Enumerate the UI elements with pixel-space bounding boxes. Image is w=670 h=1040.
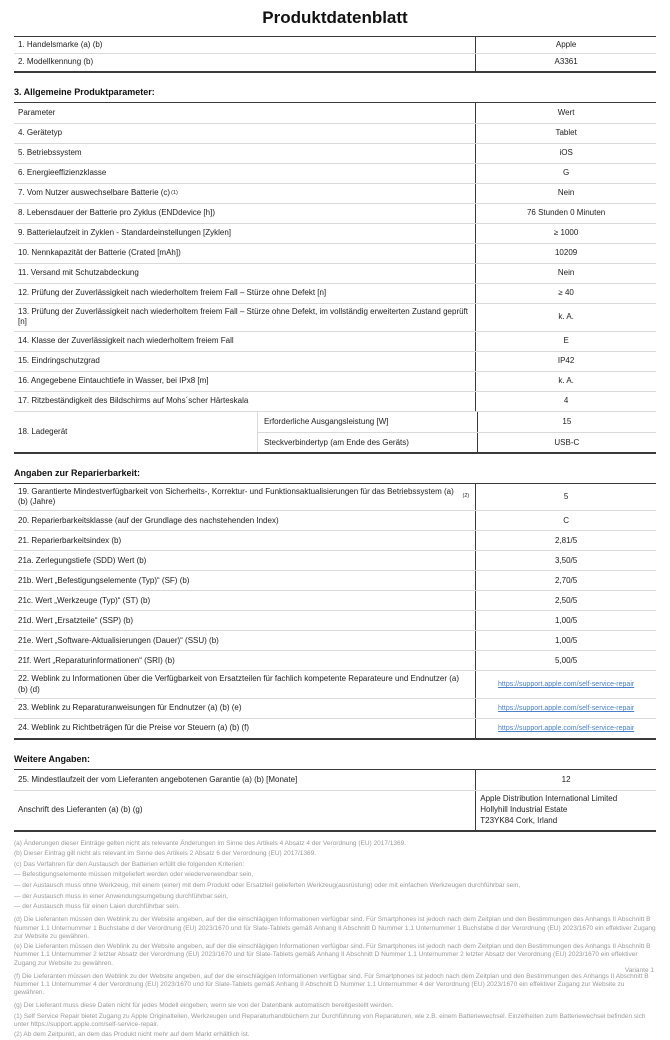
- table-row: [14, 630, 656, 650]
- table-row: [14, 183, 656, 203]
- supplier-address: [476, 791, 656, 829]
- footnote: — der Austausch muss in einer Anwendungsumgebung durchführbar sein,: [14, 892, 228, 900]
- row-value: Tablet: [555, 128, 577, 138]
- row-value: [476, 719, 656, 738]
- charger-subtable: [258, 412, 656, 452]
- footnote: (2) Ab dem Zeitpunkt, an dem das Produkt nicht mehr auf dem Markt erhältlich ist.: [14, 1031, 250, 1039]
- row-label: 23. Weblink zu Reparaturanweisungen für Endnutzer (a) (b) (e): [14, 699, 476, 718]
- row-label: 6. Energieeffizienzklasse: [14, 164, 476, 183]
- row-label: 21b. Wert „Befestigungselemente (Typ)“ (SF) (b): [14, 571, 476, 590]
- row-label: 11. Versand mit Schutzabdeckung: [14, 264, 476, 283]
- row-label: 16. Angegebene Eintauchtiefe in Wasser, bei IPx8 [m]: [14, 372, 476, 391]
- row-label: 1. Handelsmarke (a) (b): [14, 37, 476, 53]
- row-value: 10209: [554, 248, 578, 258]
- row-label: [14, 484, 476, 511]
- row-value: G: [563, 168, 570, 178]
- row-value: 5,00/5: [554, 655, 578, 665]
- charger-subrow-label: Steckverbindertyp (am Ende des Geräts): [258, 433, 478, 452]
- weblink-spare-parts[interactable]: https://support.apple.com/self-service-repair: [498, 681, 635, 689]
- row-label-text: 7. Vom Nutzer auswechselbare Batterie (c): [18, 188, 171, 198]
- section-heading-repairability: Angaben zur Reparierbarkeit:: [14, 467, 141, 478]
- table-row: [14, 303, 656, 331]
- footnote: (c) Das Verfahren für den Austausch der Batterien erfüllt die folgenden Kriterien:: [14, 860, 245, 868]
- table-row: [14, 143, 656, 163]
- charger-subrow-label: Erforderliche Ausgangsleistung [W]: [258, 412, 478, 432]
- row-value: iOS: [559, 148, 573, 158]
- table-row: [14, 203, 656, 223]
- row-label: 2. Modellkennung (b): [14, 54, 476, 70]
- table-row: [14, 570, 656, 590]
- row-label: 22. Weblink zu Informationen über die Verfügbarkeit von Ersatzteilen für fachlich kompetente Reparateure und Endnutzer (a) (b) (d): [14, 671, 476, 698]
- row-value: 1,00/5: [554, 615, 578, 625]
- page-title: Produktdatenblatt: [262, 8, 408, 27]
- footnote: (1) Self Service Repair bietet Zugang zu Apple Originalteilen, Werkzeugen und Reparaturhandbüchern zur Durchführung von Reparaturen, wie z.B. einem Batteriewechsel. Einzelheiten zum Batteriewechsel befinden sich unter https://support.apple.com/self-service-repair.: [14, 1012, 646, 1028]
- footnote: (d) Die Lieferanten müssen den Weblink zu der Website angeben, auf der die einschlägigen Informationen verfügbar sind. Für Smartphones ist jedoch nach dem Zeitplan und den Bestimmungen des Anhangs II Abschnitt B Nummer 1.1 Unternummer 1 Buchstabe d der Verordnung (EU) 2023/1670 und für Slate-Tablets gemäß Anhang II Abschnitt D Nummer 1.1 Unternummer 1 Buchstabe d der Verordnung (EU) 2023/1670 ein effektiver Zugang zur Website zu gewähren.: [14, 916, 656, 940]
- table-row: [14, 770, 656, 790]
- footnote-ref: (2): [462, 493, 470, 500]
- row-label-text: 19. Garantierte Mindestverfügbarkeit von Sicherheits-, Korrektur- und Funktionsaktualisierungen für das Betriebssystem (a) (b) (Jahre): [18, 486, 454, 506]
- row-value: E: [563, 335, 569, 345]
- supplier-address-line: Apple Distribution International Limited: [480, 794, 618, 804]
- variant-label: Variante 1: [624, 967, 654, 974]
- table-row: [14, 123, 656, 143]
- row-label: 10. Nennkapazität der Batterie (Crated [mAh]): [14, 244, 476, 263]
- section-heading-more: Weitere Angaben:: [14, 754, 91, 765]
- row-label: 21a. Zerlegungstiefe (SDD) Wert (b): [14, 551, 476, 570]
- row-value: C: [563, 515, 569, 525]
- weblink-price-guides[interactable]: https://support.apple.com/self-service-repair: [498, 725, 635, 733]
- footnote: (f) Die Lieferanten müssen den Weblink zu der Website angeben, auf der die einschlägigen Informationen verfügbar sind. Für Smartphones ist jedoch nach dem Zeitplan und den Bestimmungen des Anhangs II Abschnitt B Nummer 1.1 Unternummer 4 der Verordnung (EU) 2023/1670 und für Slate-Tablets gemäß Anhang II Abschnitt D Nummer 1.1 Unternummer 4 der Verordnung (EU) 2023/1670 ein effektiver Zugang zur Website zu gewähren.: [14, 972, 649, 996]
- row-label: 5. Betriebssystem: [14, 144, 476, 163]
- table-header-row: [14, 103, 656, 123]
- table-row: [258, 432, 656, 452]
- supplier-address-line: Hollyhill Industrial Estate: [480, 804, 568, 814]
- identity-table: [14, 36, 656, 73]
- row-value: [476, 699, 656, 718]
- row-value: k. A.: [558, 375, 574, 385]
- footnote-ref: (1): [171, 189, 178, 196]
- weblink-repair-instructions[interactable]: https://support.apple.com/self-service-repair: [498, 705, 635, 713]
- table-row: [14, 263, 656, 283]
- footnote: — der Austausch muss ohne Werkzeug, mit einem (einer) mit dem Produkt oder Ersatzteil gelieferten Werkzeug(ausrüstung) oder mit einfachen Werkzeugen durchführbar sein,: [14, 882, 521, 890]
- row-value: USB-C: [554, 437, 580, 447]
- row-label: 21c. Wert „Werkzeuge (Typ)“ (ST) (b): [14, 591, 476, 610]
- charger-row: [14, 411, 656, 452]
- row-label: 8. Lebensdauer der Batterie pro Zyklus (ENDdevice [h]): [14, 204, 476, 223]
- table-row: [258, 412, 656, 432]
- row-label: [14, 184, 476, 203]
- table-row: [14, 530, 656, 550]
- row-value: IP42: [557, 355, 575, 365]
- row-label: 9. Batterielaufzeit in Zyklen - Standardeinstellungen [Zyklen]: [14, 224, 476, 243]
- table-row: [14, 53, 656, 70]
- row-value: [476, 671, 656, 698]
- supplier-address-line: T23YK84 Cork, Irland: [480, 815, 558, 825]
- row-value: 1,00/5: [554, 635, 578, 645]
- table-row: [14, 283, 656, 303]
- footnote: (b) Dieser Eintrag gilt nicht als relevant im Sinne des Artikels 2 Absatz 6 der Verordnung (EU) 2017/1369.: [14, 850, 317, 858]
- row-value: 4: [563, 395, 569, 405]
- table-row: [14, 223, 656, 243]
- table-row: [14, 351, 656, 371]
- footnote: (g) Der Lieferant muss diese Daten nicht für jedes Modell eingeben, wenn sie von der Datenbank automatisch bereitgestellt werden.: [14, 1002, 394, 1010]
- row-value: 2,81/5: [554, 535, 578, 545]
- row-value: 2,70/5: [554, 575, 578, 585]
- row-label: 21d. Wert „Ersatzteile“ (SSP) (b): [14, 611, 476, 630]
- section-heading-general: 3. Allgemeine Produktparameter:: [14, 86, 155, 97]
- row-value: 76 Stunden 0 Minuten: [526, 208, 606, 218]
- row-value: 15: [562, 417, 572, 427]
- row-label: 14. Klasse der Zuverlässigkeit nach wiederholtem freiem Fall: [14, 332, 476, 351]
- row-label: 24. Weblink zu Richtbeträgen für die Preise vor Steuern (a) (b) (f): [14, 719, 476, 738]
- row-label: Anschrift des Lieferanten (a) (b) (g): [14, 791, 476, 829]
- row-label: 13. Prüfung der Zuverlässigkeit nach wiederholtem freiem Fall – Stürze ohne Defekt, im vollständig erweiterten Zustand geprüft [n]: [14, 304, 476, 331]
- footnote: (e) Die Lieferanten müssen den Weblink zu der Website angeben, auf der die einschlägigen Informationen verfügbar sind. Für Smartphones ist jedoch nach dem Zeitplan und den Bestimmungen des Anhangs II Abschnitt B Nummer 1.1 Unternummer 2 letzter Absatz der Verordnung (EU) 2023/1670 und für Slate-Tablets gemäß Anhang II Abschnitt D Nummer 1.1 Unternummer 2 letzter Absatz der Verordnung (EU) 2023/1670 ein effektiver Zugang zur Website zu gewähren.: [14, 943, 651, 967]
- footnote: — Befestigungselemente müssen mitgeliefert werden oder wiederverwendbar sein,: [14, 871, 254, 879]
- more-info-table: [14, 769, 656, 831]
- table-row: [14, 331, 656, 351]
- row-label: 21f. Wert „Reparaturinformationen“ (SRI) (b): [14, 651, 476, 670]
- table-row: [14, 590, 656, 610]
- column-header-wert: Wert: [557, 107, 575, 117]
- table-row: [14, 163, 656, 183]
- table-row: [14, 670, 656, 698]
- row-label: 12. Prüfung der Zuverlässigkeit nach wiederholtem freiem Fall – Stürze ohne Defekt [n]: [14, 284, 476, 303]
- row-value: 3,50/5: [554, 555, 578, 565]
- row-value: 2,50/5: [554, 595, 578, 605]
- row-value: A3361: [554, 57, 578, 67]
- row-label: 18. Ladegerät: [14, 412, 258, 452]
- row-label: 17. Ritzbeständigkeit des Bildschirms auf Mohs´scher Härteskala: [14, 392, 476, 411]
- row-value: Apple: [555, 40, 577, 49]
- table-row: [14, 391, 656, 411]
- supplier-address-row: [14, 790, 656, 829]
- row-value: 12: [561, 774, 571, 784]
- row-label: 15. Eindringschutzgrad: [14, 352, 476, 371]
- table-row: [14, 243, 656, 263]
- footnotes-block: [14, 840, 656, 1040]
- table-row: [14, 371, 656, 391]
- row-value: 5: [563, 491, 569, 501]
- column-header-parameter: Parameter: [14, 103, 476, 123]
- row-label: 25. Mindestlaufzeit der vom Lieferanten angebotenen Garantie (a) (b) [Monate]: [14, 770, 476, 790]
- footnote: — der Austausch muss für einen Laien durchführbar sein.: [14, 903, 180, 911]
- row-value: k. A.: [558, 311, 574, 321]
- row-value: Nein: [557, 188, 575, 198]
- table-row: [14, 650, 656, 670]
- table-row: [14, 718, 656, 738]
- row-label: 21e. Wert „Software-Aktualisierungen (Dauer)“ (SSU) (b): [14, 631, 476, 650]
- general-parameters-table: [14, 102, 656, 454]
- row-value: ≥ 40: [558, 288, 574, 298]
- repairability-table: [14, 483, 656, 741]
- row-value: ≥ 1000: [553, 228, 579, 238]
- table-row: [14, 610, 656, 630]
- row-label: 20. Reparierbarkeitsklasse (auf der Grundlage des nachstehenden Index): [14, 511, 476, 530]
- footnote: (a) Änderungen dieser Einträge gelten nicht als relevante Änderungen im Sinne des Artikels 4 Absatz 4 der Verordnung (EU) 2017/1369.: [14, 839, 407, 847]
- table-row: [14, 484, 656, 511]
- row-label: 21. Reparierbarkeitsindex (b): [14, 531, 476, 550]
- row-value: Nein: [557, 268, 575, 278]
- table-row: [14, 37, 656, 53]
- table-row: [14, 698, 656, 718]
- table-row: [14, 550, 656, 570]
- table-row: [14, 510, 656, 530]
- row-label: 4. Gerätetyp: [14, 124, 476, 143]
